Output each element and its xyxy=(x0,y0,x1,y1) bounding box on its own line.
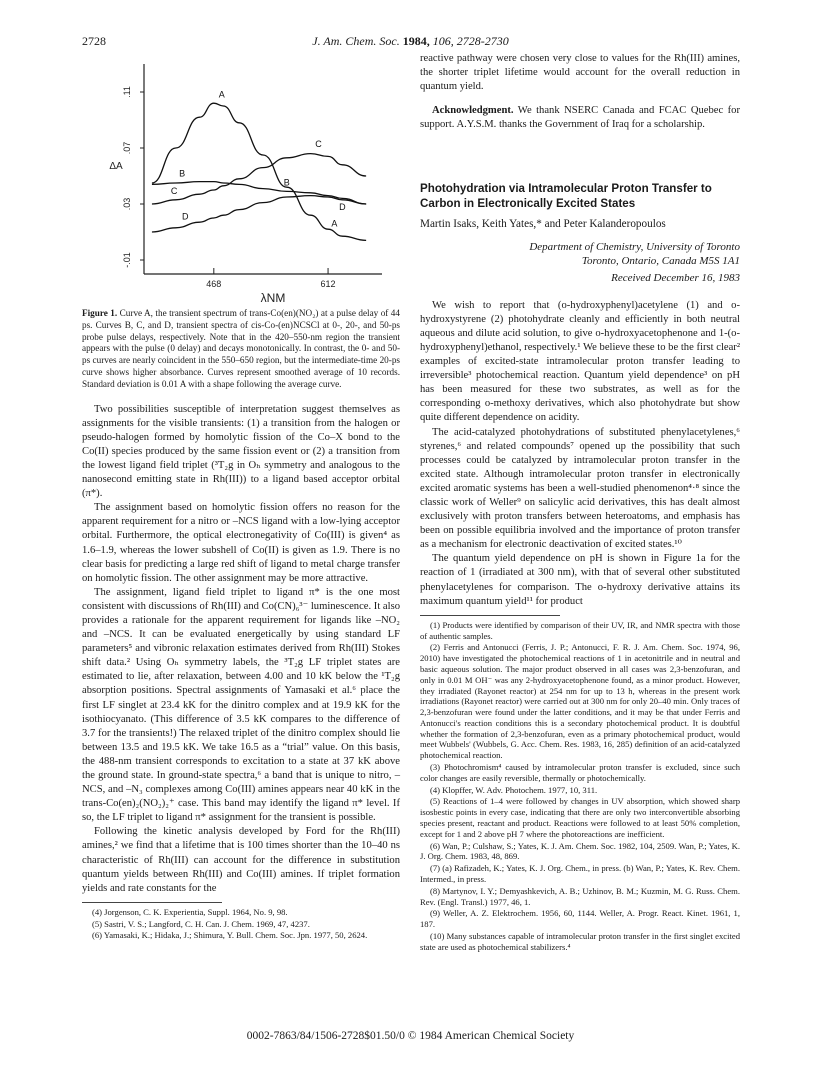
left-paragraph: The assignment, ligand field triplet to ligand π* is the one most consistent with discussions of Rh(III) and Co(CN)₆³⁻ luminescence. It also provides a rationale for the apparent requirement for ligands like –NO₂ and –NCS. It can be evaluated energetically by using standard LF parameters⁵ and vibronic relaxation estimates derived from Rh(III) Stokes shift data.² Using Oₕ symmetry labels, the ³T₂g LF triplet states are estimated to lie, after relaxation, between 4.00 and 10 kK below the ¹T₂g absorption positions. Spectral assignments of Yamasaki et al.⁶ place the first LF singlet at 23.4 kK for the dinitro complex and at 19.9 kK for the isothiocyanato. (This difference of 3.5 kK compares to the difference of 3.7 for the transients!) The relaxed triplet of the dinitro complex should lie between 13.5 and 19.5 kK. We take 16.5 as a “trial” value. On this basis, the 488-nm transient corresponds to excitation to a state at 37 kK above the ground state. In ground-state spectra,⁶ a band that is unique to nitro, –NCS, and –N₃ complexes among Co(III) amines appears near 40 kK in the trans-Co(en)₂(NO₂)₂⁺ case. This band may identify the ligand π* level. If so, the LF triplet to ligand π* assignment for the transient is possible. xyxy=(82,586,400,824)
acknowledgment-text: We thank NSERC Canada and FCAC Quebec for support. A.Y.S.M. thanks the Government of Iraq for a scholarship. xyxy=(420,105,740,131)
footnote: (7) (a) Rafizadeh, K.; Yates, K. J. Org. Chem., in press. (b) Wan, P.; Yates, K. Rev. Chem. Intermed., in press. xyxy=(420,863,740,885)
footnote: (3) Photochromism⁴ caused by intramolecular proton transfer is excluded, since such color changes are easily reversible, thermally or photochemically. xyxy=(420,762,740,783)
series-label-B: B xyxy=(283,177,290,188)
series-label-D: D xyxy=(339,201,346,212)
figure-1 xyxy=(82,52,400,306)
acknowledgment xyxy=(420,104,740,132)
y-tick-label: .03 xyxy=(122,197,132,211)
footer-copyright: 0002-7863/84/1506-2728$01.50/0 © 1984 American Chemical Society xyxy=(246,1030,575,1042)
journal-name: J. Am. Chem. Soc. xyxy=(312,34,400,48)
y-tick-label: .11 xyxy=(122,86,132,98)
left-paragraph: Following the kinetic analysis developed by Ford for the Rh(III) amines,² we find that a lifetime that is 100 times shorter than the 10–40 ns characteristic of Rh(III) can account for the difference in substitution quantum yields between Rh(III) and Co(III) amines. If triplet formation yields and rate constants for the xyxy=(82,826,400,894)
footnote: (6) Wan, P.; Culshaw, S.; Yates, K. J. Am. Chem. Soc. 1982, 104, 2509. Wan, P.; Yates, K. J. Org. Chem. 1983, 48, 869. xyxy=(420,840,740,862)
caption-text: Curve A, the transient spectrum of trans-Co(en)(NO₂) at a pulse delay of 44 ps. Curves B, C, and D, transient spectra of cis-Co-(en)NCSCl at 0-, 20-, and 50-ps probe pulse delays, respectively. Note that in the 420–550-nm region the transient appears with the pulse (0 delay) and decays monotonically. In contrast, the 0- and 50-ps curves are nearly coincident in the 550–650 region, but the intermediate-time 20-ps curve shows higher absorbance. Curves represent smoothed average of 10 records. Standard deviation is 0.01 A with a shape following the average curve. xyxy=(82,308,400,389)
left-paragraph: The assignment based on homolytic fission offers no reason for the apparent requirement for a nitro or –NCS ligand with a low-lying acceptor orbital. Furthermore, the optical electronegativity of Co(III) is given⁴ as 1.6–1.9, whereas the lower subshell of Co(II) is given as 1.9. There is no clear basis for predicting a large red shift of ligand to metal charge transfer on homolytic fission. The other assignment may be more attractive. xyxy=(82,502,400,584)
caption-label: Figure 1. xyxy=(82,308,118,318)
footnote: (5) Sastri, V. S.; Langford, C. H. Can. J. Chem. 1969, 47, 4237. xyxy=(92,918,310,929)
footnote: (4) Klopffer, W. Adv. Photochem. 1977, 10, 311. xyxy=(430,784,598,795)
affiliation-line-1: Department of Chemistry, University of Toronto xyxy=(529,240,740,253)
left-paragraph: Two possibilities susceptible of interpretation suggest themselves as assignments for the visible transients: (1) a transition from the halogen or pseudo-halogen formed by homolytic fission of the Co–X bond to the Co(II) species produced by the same fission event or (2) a transition from the lowest ligand field triplet (³T₂g in Oₕ symmetry and analogous to the nanosecond emitting state in Rh(III)) to a ligand based acceptor orbital (π*). xyxy=(82,403,400,500)
footnote: (9) Weller, A. Z. Elektrochem. 1956, 60, 1144. Weller, A. Progr. React. Kinet. 1961, 1, 187. xyxy=(420,908,740,930)
affiliation-line-2: Toronto, Ontario, Canada M5S 1A1 xyxy=(581,254,740,267)
article-authors: Martin Isaks, Keith Yates,* and Peter Kalanderopoulos xyxy=(420,218,666,231)
right-paragraph: The quantum yield dependence on pH is shown in Figure 1a for the reaction of 1 (irradiated at 300 nm), with that of several other substituted phenylacetylenes for comparison. The o-hydroxy derivative attains its maximum quantum yield¹¹ for product xyxy=(420,553,740,607)
footnote-divider xyxy=(420,615,560,616)
y-tick-label: .07 xyxy=(122,141,132,155)
footnote: (10) Many substances capable of intramolecular proton transfer in the first singlet excited state are used as photochemical stabilizers.⁴ xyxy=(420,931,740,952)
footnote: (5) Reactions of 1–4 were followed by changes in UV absorption, which showed sharp isosbestic points in every case, indicating that there are only two interconvertible absorbing species present, reactant and product. Reactions were followed to at least 50% completion, except for 1 and 2 above pH 7 where the photoreactions are inefficient. xyxy=(420,796,740,839)
x-axis-label: λNM xyxy=(260,291,286,305)
x-tick-label: 612 xyxy=(320,279,336,289)
series-label-D: D xyxy=(182,211,189,222)
journal-citation xyxy=(0,34,821,49)
acknowledgment-heading: Acknowledgment. xyxy=(432,105,514,117)
article-title: Photohydration via Intramolecular Proton Transfer to Carbon in Electronically Excited States xyxy=(420,182,712,210)
series-label-B: B xyxy=(179,168,186,179)
figure-caption xyxy=(82,308,400,391)
footnote: (2) Ferris and Antonucci (Ferris, J. P.; Antonucci, F. R. J. Am. Chem. Soc. 1974, 96, 2010) have investigated the photochemical reactions of 1 in acetonitrile and in neutral and basic aqueous solution. The major product observed in all cases was 2,3-benzofuran, and only in 0.01 M OH⁻ was any 2-hydroxyacetophenone found, as a minor product. However, they irradiated (Rayonet reactor) at 254 nm for up to 13 h, whereas in the present work irradiations (Rayonet reactor) were carried out at 300 nm for only 20–40 min. Only traces of 2,3-benzofuran were found under the latter conditions, and it may be that under Ferris and Antonucci's reaction conditions this is a secondary photochemical product. It is doubtful whether the formation of 2,3-benzofuran, even as a primary photochemical product, would meet Wubbels' (Wubbels, G. Acc. Chem. Res. 1983, 16, 285) definition of an acid-catalyzed photochemical reaction. xyxy=(420,642,740,761)
series-label-A: A xyxy=(218,89,225,100)
right-column xyxy=(420,52,740,954)
right-footnotes xyxy=(420,620,740,953)
series-label-C: C xyxy=(170,186,178,197)
series-label-A: A xyxy=(331,218,338,229)
received-date: Received December 16, 1983 xyxy=(611,271,740,284)
y-tick-label: -.01 xyxy=(122,252,132,268)
right-paragraph: The acid-catalyzed photohydrations of substituted phenylacetylenes,⁶ styrenes,⁶ and related compounds⁷ opened up the possibility that such processes could be catalyzed by intramolecular proton transfer in the excited state. Although intramolecular proton transfer in electronically excited aromatic systems has been a well-studied phenomenon⁴·⁸ since the classic work of Weller⁹ on salicylic acid derivatives, this has dealt almost exclusively with proton transfers between heteroatoms, and emphasis has been on possible equilibria involved and the importance of proton transfer as a mechanism for electronic deactivation of excited states.¹⁰ xyxy=(420,426,740,551)
y-axis-label: ΔA xyxy=(109,161,123,172)
transient-spectrum-chart xyxy=(82,52,400,306)
left-body-text xyxy=(82,403,400,896)
series-line-B xyxy=(152,182,366,204)
series-label-C: C xyxy=(315,138,322,149)
x-tick-label: 468 xyxy=(206,279,222,289)
left-footnotes xyxy=(82,907,400,941)
footnote: (6) Yamasaki, K.; Hidaka, J.; Shimura, Y. Bull. Chem. Soc. Jpn. 1977, 50, 2624. xyxy=(92,930,368,941)
journal-volume-pages: 106, 2728-2730 xyxy=(432,34,509,48)
page-number: 2728 xyxy=(82,34,106,48)
left-column xyxy=(82,52,400,942)
right-paragraph: We wish to report that (o-hydroxyphenyl)acetylene (1) and o-hydroxystyrene (2) photohydrate cleanly and efficiently in both neutral aqueous and dilute acid solution, to give o-hydroxyacetophenone and 1-(o-hydroxyphenyl)ethanol, respectively.¹ We believe these to be the first clear² examples of excited-state intramolecular proton transfer leading to irreversible³ photochemical reaction. Quantum yield dependence³ on pH has been measured for these two substrates, as well as for the corresponding o-methoxy derivatives, which also photohydrate but show quite different dependence on acidity. xyxy=(420,299,740,424)
continued-paragraph: reactive pathway were chosen very close to values for the Rh(III) amines, the shorter triplet lifetime would account for the overall reduction in quantum yield. xyxy=(420,53,740,93)
footnote: (1) Products were identified by comparison of their UV, IR, and NMR spectra with those of authentic samples. xyxy=(420,619,740,641)
journal-year: 1984, xyxy=(402,34,430,48)
footnote: (8) Martynov, I. Y.; Demyashkevich, A. B.; Uzhinov, B. M.; Kuzmin, M. G. Russ. Chem. Rev. (Engl. Transl.) 1977, 46, 1. xyxy=(420,885,740,907)
footnote-divider xyxy=(82,902,222,903)
right-body-text xyxy=(420,299,740,609)
footnote: (4) Jorgenson, C. K. Experientia, Suppl. 1964, No. 9, 98. xyxy=(92,906,288,917)
